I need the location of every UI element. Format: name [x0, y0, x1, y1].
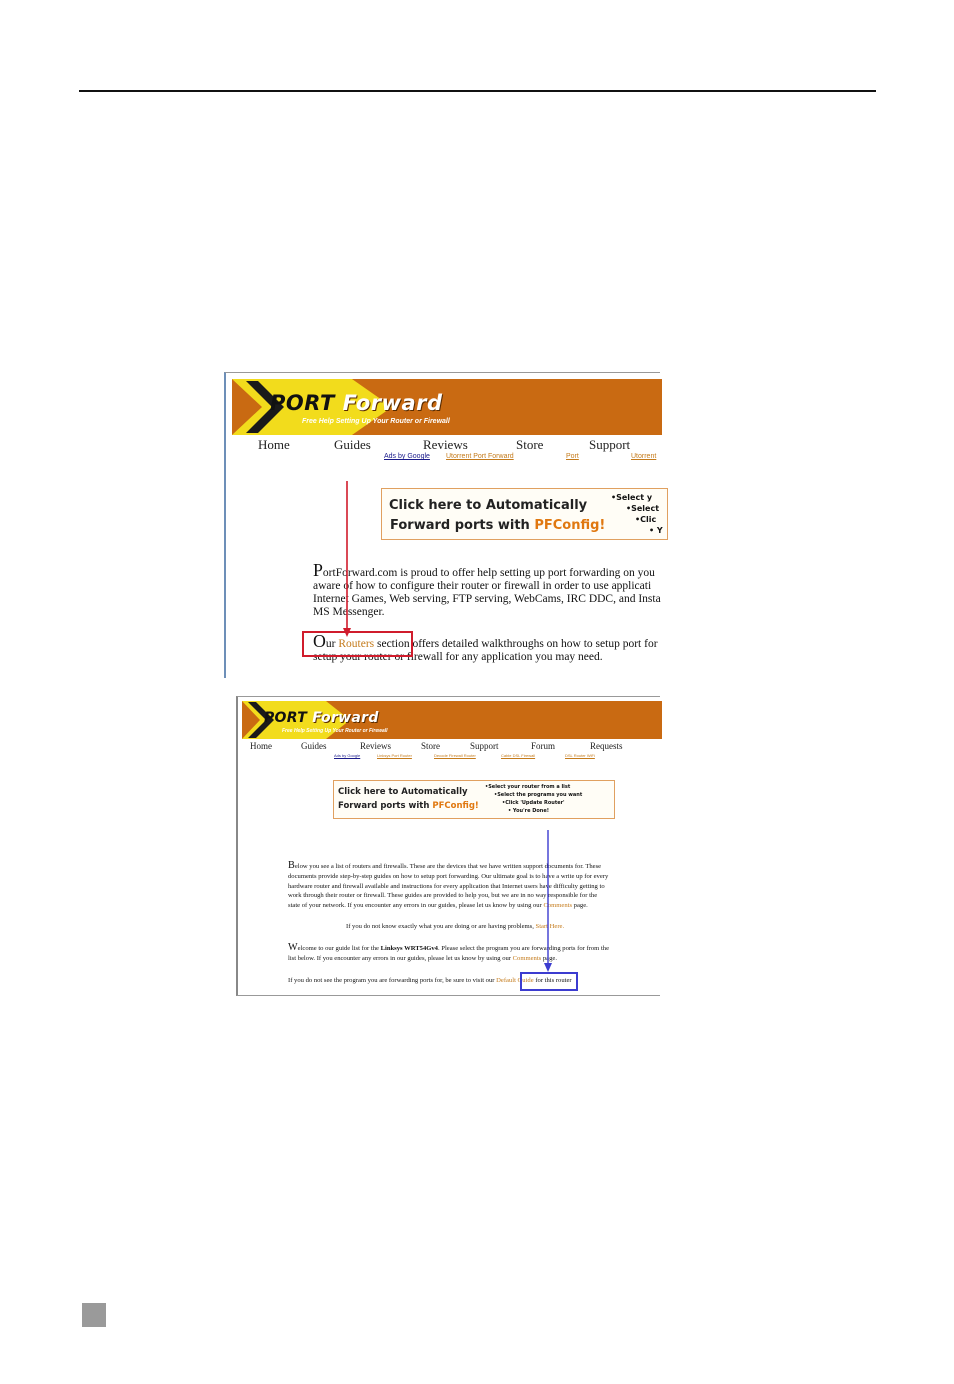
dropcap: W — [288, 942, 298, 953]
nav-guides[interactable]: Guides — [301, 741, 327, 751]
intro-line: work through their router or firewall. These guides are provided to help you, but we are in no way responsible for the — [288, 892, 598, 900]
ad-link[interactable]: Port — [566, 453, 579, 460]
routers-text: section offers detailed walkthroughs on how to setup port for — [374, 638, 658, 650]
intro-line: documents provide step-by-step guides on how to setup port forwarding. Our ultimate goal is to have a write up for every — [288, 872, 609, 880]
welcome-text: elcome to our guide list for the — [297, 945, 381, 952]
default-guide-link[interactable]: Default Guide — [496, 977, 534, 984]
promo-line-1: Click here to Automatically — [389, 498, 588, 513]
help-text: If you do not know exactly what you are doing or are having problems, — [346, 923, 536, 930]
promo-step: •Select your router from a list — [485, 784, 571, 790]
welcome-paragraph — [288, 943, 609, 964]
promo-brand: PFConfig! — [432, 801, 479, 811]
promo-step: •Select the programs you want — [494, 792, 583, 798]
site-tagline: Free Help Setting Up Your Router or Firewall — [302, 418, 450, 425]
page-number-marker — [82, 1303, 106, 1327]
pfconfig-promo-banner[interactable] — [333, 780, 615, 819]
ad-link[interactable]: Utorrent Port Forward — [446, 453, 514, 460]
nav-reviews[interactable]: Reviews — [423, 437, 468, 452]
header-rule — [79, 90, 876, 92]
default-guide-highlight-box — [520, 972, 578, 991]
default-text: for this router — [533, 977, 572, 984]
promo-step: •Click 'Update Router' — [502, 800, 565, 806]
nav-home[interactable]: Home — [250, 741, 272, 751]
promo-line-2-text: Forward ports with — [390, 518, 535, 533]
promo-step: •Select y — [611, 493, 653, 502]
nav-support[interactable]: Support — [589, 437, 631, 452]
routers-text: ur — [325, 638, 339, 650]
red-arrow — [342, 481, 352, 639]
promo-line-2 — [390, 518, 605, 533]
promo-step: • Y — [649, 526, 663, 535]
comments-link[interactable]: Comments — [512, 954, 542, 962]
help-line — [346, 922, 564, 932]
ads-by-google-label[interactable]: Ads by Google — [384, 453, 430, 460]
welcome-line — [288, 943, 609, 954]
nav-requests[interactable]: Requests — [590, 741, 623, 751]
intro-paragraph — [313, 560, 661, 619]
ad-link[interactable]: DSL Router WiFi — [565, 753, 595, 758]
ad-link[interactable]: Utorrent — [631, 453, 657, 460]
site-logo[interactable] — [270, 391, 443, 415]
promo-step: • You're Done! — [508, 808, 550, 814]
promo-line-2-text: Forward ports with — [338, 801, 433, 811]
nav-support[interactable]: Support — [470, 741, 499, 751]
promo-line-1: Click here to Automatically — [338, 787, 468, 797]
intro-line-text: elow you see a list of routers and firewalls. These are the devices that we have written support documents for. These — [294, 863, 602, 870]
nav-forum[interactable]: Forum — [531, 741, 556, 751]
welcome-text: page. — [541, 954, 557, 962]
welcome-text: . Please select the program you are forwarding ports for from the — [437, 945, 609, 952]
intro-line — [313, 560, 661, 580]
router-model: Linksys WRT54Gv4 — [380, 945, 438, 952]
nav-home[interactable]: Home — [258, 437, 290, 452]
welcome-text: list below. If you encounter any errors in our guides, please let us know by using our — [288, 954, 513, 962]
blue-arrow — [543, 830, 553, 974]
nav-store[interactable]: Store — [516, 437, 544, 452]
promo-step: •Select — [626, 504, 660, 513]
screenshot-portforward-home — [224, 372, 663, 678]
dropcap: B — [288, 860, 295, 871]
routers-link[interactable]: Routers — [338, 638, 375, 650]
intro-line: hardware router and firewall available and instructions for every application that Internet users have difficulty getting to — [288, 882, 605, 890]
promo-line-2 — [338, 801, 479, 811]
promo-brand: PFConfig! — [534, 518, 606, 533]
intro-line-text: ortForward.com is proud to offer help setting up port forwarding on you — [322, 567, 655, 579]
nav-guides[interactable]: Guides — [334, 437, 371, 452]
routers-highlight-box — [302, 631, 413, 657]
dropcap: O — [313, 631, 326, 651]
nav-reviews[interactable]: Reviews — [360, 741, 391, 751]
intro-line — [288, 901, 608, 911]
intro-line: aware of how to configure their router or firewall in order to use applicati — [313, 580, 652, 592]
start-here-link[interactable]: Start Here. — [535, 923, 565, 930]
ads-by-google-label[interactable]: Ads by Google — [334, 753, 361, 758]
ad-link[interactable]: Decode Firewall Router — [434, 753, 476, 758]
screenshot-portforward-router-guides — [236, 696, 660, 996]
site-banner — [232, 379, 662, 435]
ad-link[interactable]: Linksys Port Router — [377, 753, 412, 758]
dropcap: P — [313, 560, 323, 580]
site-tagline: Free Help Setting Up Your Router or Firewall — [282, 728, 388, 734]
intro-line: MS Messenger. — [313, 606, 385, 618]
site-logo[interactable] — [264, 710, 379, 726]
pfconfig-promo-banner[interactable] — [381, 488, 668, 540]
logo-forward: Forward — [312, 710, 379, 726]
promo-step: •Clic — [635, 515, 657, 524]
site-banner — [242, 701, 662, 739]
logo-port: PORT — [270, 391, 335, 415]
intro-line: Internet Games, Web serving, FTP serving, WebCams, IRC DDC, and Insta — [313, 593, 661, 605]
nav-store[interactable]: Store — [421, 741, 440, 751]
intro-line-text: state of your network. If you encounter any errors in our guides, please let us know by using our — [288, 902, 544, 910]
router-list-intro — [288, 861, 608, 911]
default-text: If you do not see the program you are forwarding ports for, be sure to visit our — [288, 977, 497, 984]
intro-line — [288, 861, 608, 872]
routers-line: setup your router or firewall for any application you may need. — [313, 651, 603, 663]
welcome-line — [288, 954, 609, 964]
logo-port: PORT — [264, 710, 308, 726]
ad-link[interactable]: Cable DSL Firewall — [501, 753, 536, 758]
logo-forward: Forward — [342, 391, 443, 415]
intro-line-text: page. — [572, 902, 588, 910]
comments-link[interactable]: Comments — [543, 902, 573, 910]
